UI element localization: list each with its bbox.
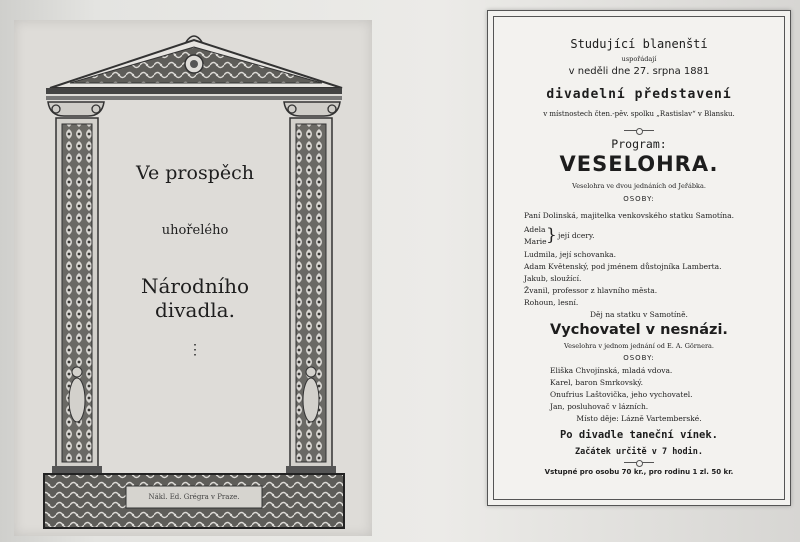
play2-place: Místo děje: Lázně Vartemberské. <box>576 414 702 423</box>
play1-person: Adela <box>524 225 546 234</box>
divider-ornament <box>624 130 654 131</box>
play1-person: Jakub, sloužící. <box>524 274 582 283</box>
play1-person: Ludmila, její schovanka. <box>524 250 616 259</box>
play1-person: Adam Květenský, pod jménem důstojníka Lamberta. <box>524 262 722 271</box>
entry-prices: Vstupné pro osobu 70 kr., pro rodinu 1 zl. 50 kr. <box>544 468 734 476</box>
title-line-narodniho-divadla: Národního divadla. <box>140 274 250 322</box>
play1-person: Paní Dolinská, majitelka venkovského statku Samotína. <box>524 211 734 220</box>
header-students: Studující blanenští <box>570 37 708 51</box>
play2-title: Vychovatel v nesnázi. <box>550 322 728 338</box>
play1-place: Děj na statku v Samotíně. <box>590 310 688 319</box>
play1-subtitle: Veselohra ve dvou jednáních od Jeřábka. <box>572 182 706 190</box>
play2-person: Jan, posluhovač v lázních. <box>550 402 649 411</box>
right-program-page <box>487 10 791 506</box>
header-date: v neděli dne 27. srpna 1881 <box>568 66 710 77</box>
publisher-note: Nákl. Ed. Grégra v Praze. <box>148 493 240 501</box>
play1-persons-label: OSOBY: <box>623 195 655 203</box>
play1-person: Žvanil, professor z hlavního města. <box>524 286 658 295</box>
left-title-page <box>14 20 372 536</box>
play2-person: Karel, baron Smrkovský. <box>550 378 644 387</box>
header-performance: divadelní představení <box>546 87 732 102</box>
play1-person: Rohoun, lesní. <box>524 298 579 307</box>
title-line-uhoreleho: uhořelého <box>161 223 229 238</box>
play1-person: její dcery. <box>558 231 595 240</box>
start-time: Začátek určitě v 7 hodin. <box>575 447 703 457</box>
header-organize: uspořádají <box>621 55 657 63</box>
play1-title: VESELOHRA. <box>559 152 719 176</box>
title-line-ve-prospech: Ve prospěch <box>136 162 254 184</box>
divider-ornament <box>624 462 654 463</box>
play1-person: Marie <box>524 237 547 246</box>
play2-persons-label: OSOBY: <box>623 354 655 362</box>
play2-person: Onufrius Laštovička, jeho vychovatel. <box>550 390 693 399</box>
dance-notice: Po divadle taneční vínek. <box>559 429 719 441</box>
brace-symbol: } <box>546 225 557 245</box>
header-venue: v místnostech čten.-pěv. spolku „Rastislav“ v Blansku. <box>543 110 735 118</box>
ornament-mark: ⋮ <box>188 342 202 358</box>
program-heading: Program: <box>611 137 667 151</box>
play2-subtitle: Veselohra v jednom jednání od E. A. Görnera. <box>564 342 714 350</box>
play2-person: Eliška Chvojínská, mladá vdova. <box>550 366 673 375</box>
